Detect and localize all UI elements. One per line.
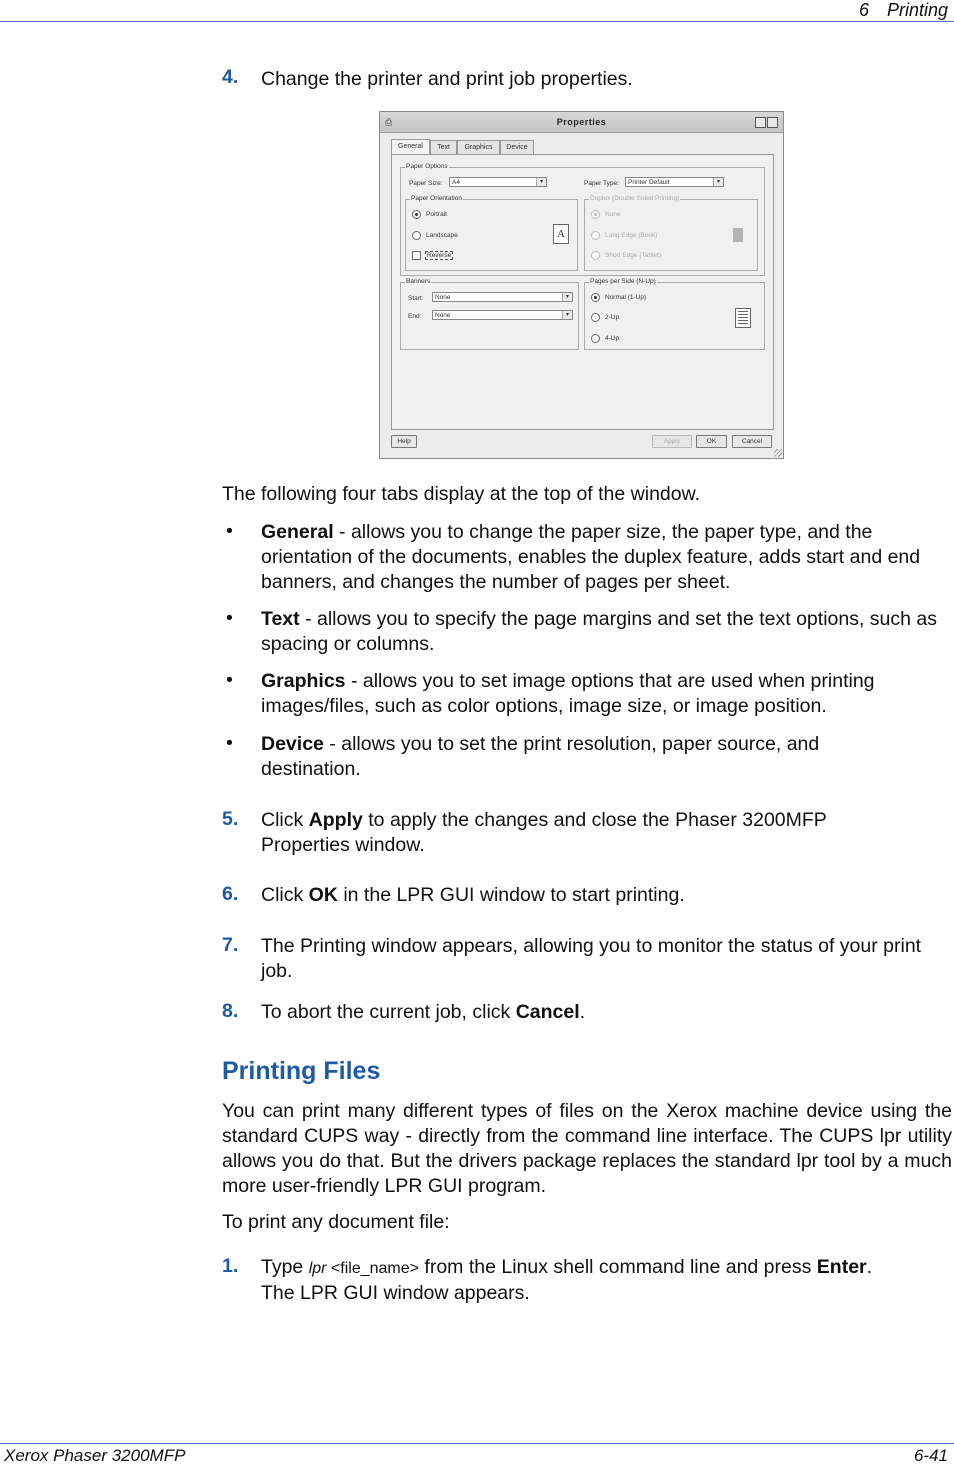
4up-label: 4-Up <box>605 335 620 342</box>
dialog-titlebar <box>380 112 783 133</box>
tab-general[interactable]: General <box>391 139 430 154</box>
orientation-preview: A <box>553 224 569 244</box>
banner-end-select[interactable]: None ▾ <box>432 310 573 320</box>
step-number: 6. <box>222 883 239 905</box>
bullet-text: Text - allows you to specify the page margins and set the text options, such as spacing or columns. <box>261 608 938 655</box>
tabs-intro: The following four tabs display at the top of the window. <box>222 483 701 505</box>
resize-grip-icon[interactable] <box>774 449 782 457</box>
step-number: 7. <box>222 934 239 956</box>
close-icon[interactable] <box>767 117 778 128</box>
bullet-general: General - allows you to change the paper size, the paper type, and the orientation of the documents, enables the duplex feature, adds start and end banners, and changes the number of pages per sheet. <box>261 521 921 593</box>
chevron-down-icon: ▾ <box>562 293 572 301</box>
portrait-label: Portrait <box>426 211 447 218</box>
reverse-label: Reverse <box>427 252 452 259</box>
step-text: To abort the current job, click Cancel. <box>261 1001 586 1023</box>
step-number: 1. <box>222 1255 239 1277</box>
landscape-label: Landscape <box>426 232 458 239</box>
paper-size-label: Paper Size: <box>409 180 443 187</box>
step-text-line2: The LPR GUI window appears. <box>261 1282 530 1304</box>
orientation-group <box>405 195 578 271</box>
chevron-down-icon: ▾ <box>713 178 723 186</box>
duplex-none-radio[interactable] <box>591 210 600 219</box>
paper-size-select[interactable]: A4 ▾ <box>449 177 547 187</box>
4up-radio[interactable] <box>591 334 600 343</box>
section-lead: To print any document file: <box>222 1211 450 1233</box>
group-label: Paper Options <box>406 163 448 170</box>
group-label: Paper Orientation <box>411 195 462 202</box>
bullet-graphics: Graphics - allows you to set image options that are used when printing images/files, such as color options, image size, or image position. <box>261 670 875 717</box>
footer-rule <box>0 1443 954 1444</box>
dialog-title: Properties <box>556 117 607 127</box>
tab-text[interactable]: Text <box>430 140 457 154</box>
duplex-group <box>584 195 758 271</box>
printer-icon: ⎙ <box>385 117 393 127</box>
banners-group <box>400 278 579 350</box>
bullet-icon: • <box>226 520 233 542</box>
nup-preview <box>735 308 751 328</box>
group-label: Duplex (Double Sided Printing) <box>590 195 680 202</box>
start-label: Start: <box>408 295 424 302</box>
step-text: Click Apply to apply the changes and close the Phaser 3200MFP Properties window. <box>261 809 827 856</box>
group-label: Banners <box>406 278 431 285</box>
page-header <box>859 0 948 21</box>
long-edge-radio[interactable] <box>591 231 600 240</box>
step-number: 4. <box>222 66 239 88</box>
long-edge-label: Long Edge (Book) <box>605 232 658 239</box>
step-number: 8. <box>222 1000 239 1022</box>
2up-label: 2-Up <box>605 314 620 321</box>
header-rule <box>0 21 954 22</box>
footer-page-number: 6-41 <box>913 1446 948 1465</box>
step-number: 5. <box>222 808 239 830</box>
bullet-icon: • <box>226 732 233 754</box>
section-paragraph: You can print many different types of files on the Xerox machine device using the standard CUPS way - directly from the command line interface. The CUPS lpr utility allows you do that. But the drivers package replaces the standard lpr tool by a much more user-friendly LPR GUI program. <box>222 1100 952 1197</box>
duplex-none-label: None <box>605 211 621 218</box>
end-label: End: <box>408 313 422 320</box>
bullet-device: Device - allows you to set the print resolution, paper source, and destination. <box>261 733 820 780</box>
short-edge-radio[interactable] <box>591 251 600 260</box>
maximize-icon[interactable] <box>755 117 766 128</box>
duplex-preview <box>733 228 743 242</box>
paper-options-group <box>400 163 765 276</box>
banner-start-select[interactable]: None ▾ <box>432 292 573 302</box>
normal-1up-radio[interactable] <box>591 293 600 302</box>
landscape-radio[interactable] <box>412 231 421 240</box>
portrait-radio[interactable] <box>412 210 421 219</box>
section-heading: Printing Files <box>222 1057 381 1085</box>
paper-type-select[interactable]: Printer Default ▾ <box>625 177 724 187</box>
ok-button[interactable]: OK <box>696 435 727 448</box>
footer-product: Xerox Phaser 3200MFP <box>4 1446 186 1465</box>
general-panel <box>391 154 774 430</box>
bullet-icon: • <box>226 607 233 629</box>
chevron-down-icon: ▾ <box>562 311 572 319</box>
reverse-checkbox[interactable] <box>412 251 421 260</box>
step-text: Type lpr <file_name> from the Linux shell command line and press Enter. <box>261 1256 873 1278</box>
2up-radio[interactable] <box>591 313 600 322</box>
cancel-button[interactable]: Cancel <box>732 435 772 448</box>
tab-device[interactable]: Device <box>500 140 534 154</box>
step-text: The Printing window appears, allowing you to monitor the status of your print job. <box>261 935 922 982</box>
step-text: Click OK in the LPR GUI window to start printing. <box>261 884 685 906</box>
step-text: Change the printer and print job properties. <box>261 68 633 90</box>
chevron-down-icon: ▾ <box>536 178 546 186</box>
apply-button[interactable]: Apply <box>652 435 692 448</box>
tab-graphics[interactable]: Graphics <box>457 140 500 154</box>
normal-1up-label: Normal (1-Up) <box>605 294 647 301</box>
chapter-title: Printing <box>886 0 948 20</box>
short-edge-label: Short Edge (Tablet) <box>605 252 662 259</box>
group-label: Pages per Side (N-Up) <box>590 278 656 285</box>
bullet-icon: • <box>226 669 233 691</box>
pages-per-side-group <box>584 278 765 350</box>
chapter-number: 6 <box>858 0 869 20</box>
properties-dialog-screenshot <box>379 111 784 459</box>
paper-type-label: Paper Type: <box>584 180 619 187</box>
help-button[interactable]: Help <box>391 435 417 448</box>
